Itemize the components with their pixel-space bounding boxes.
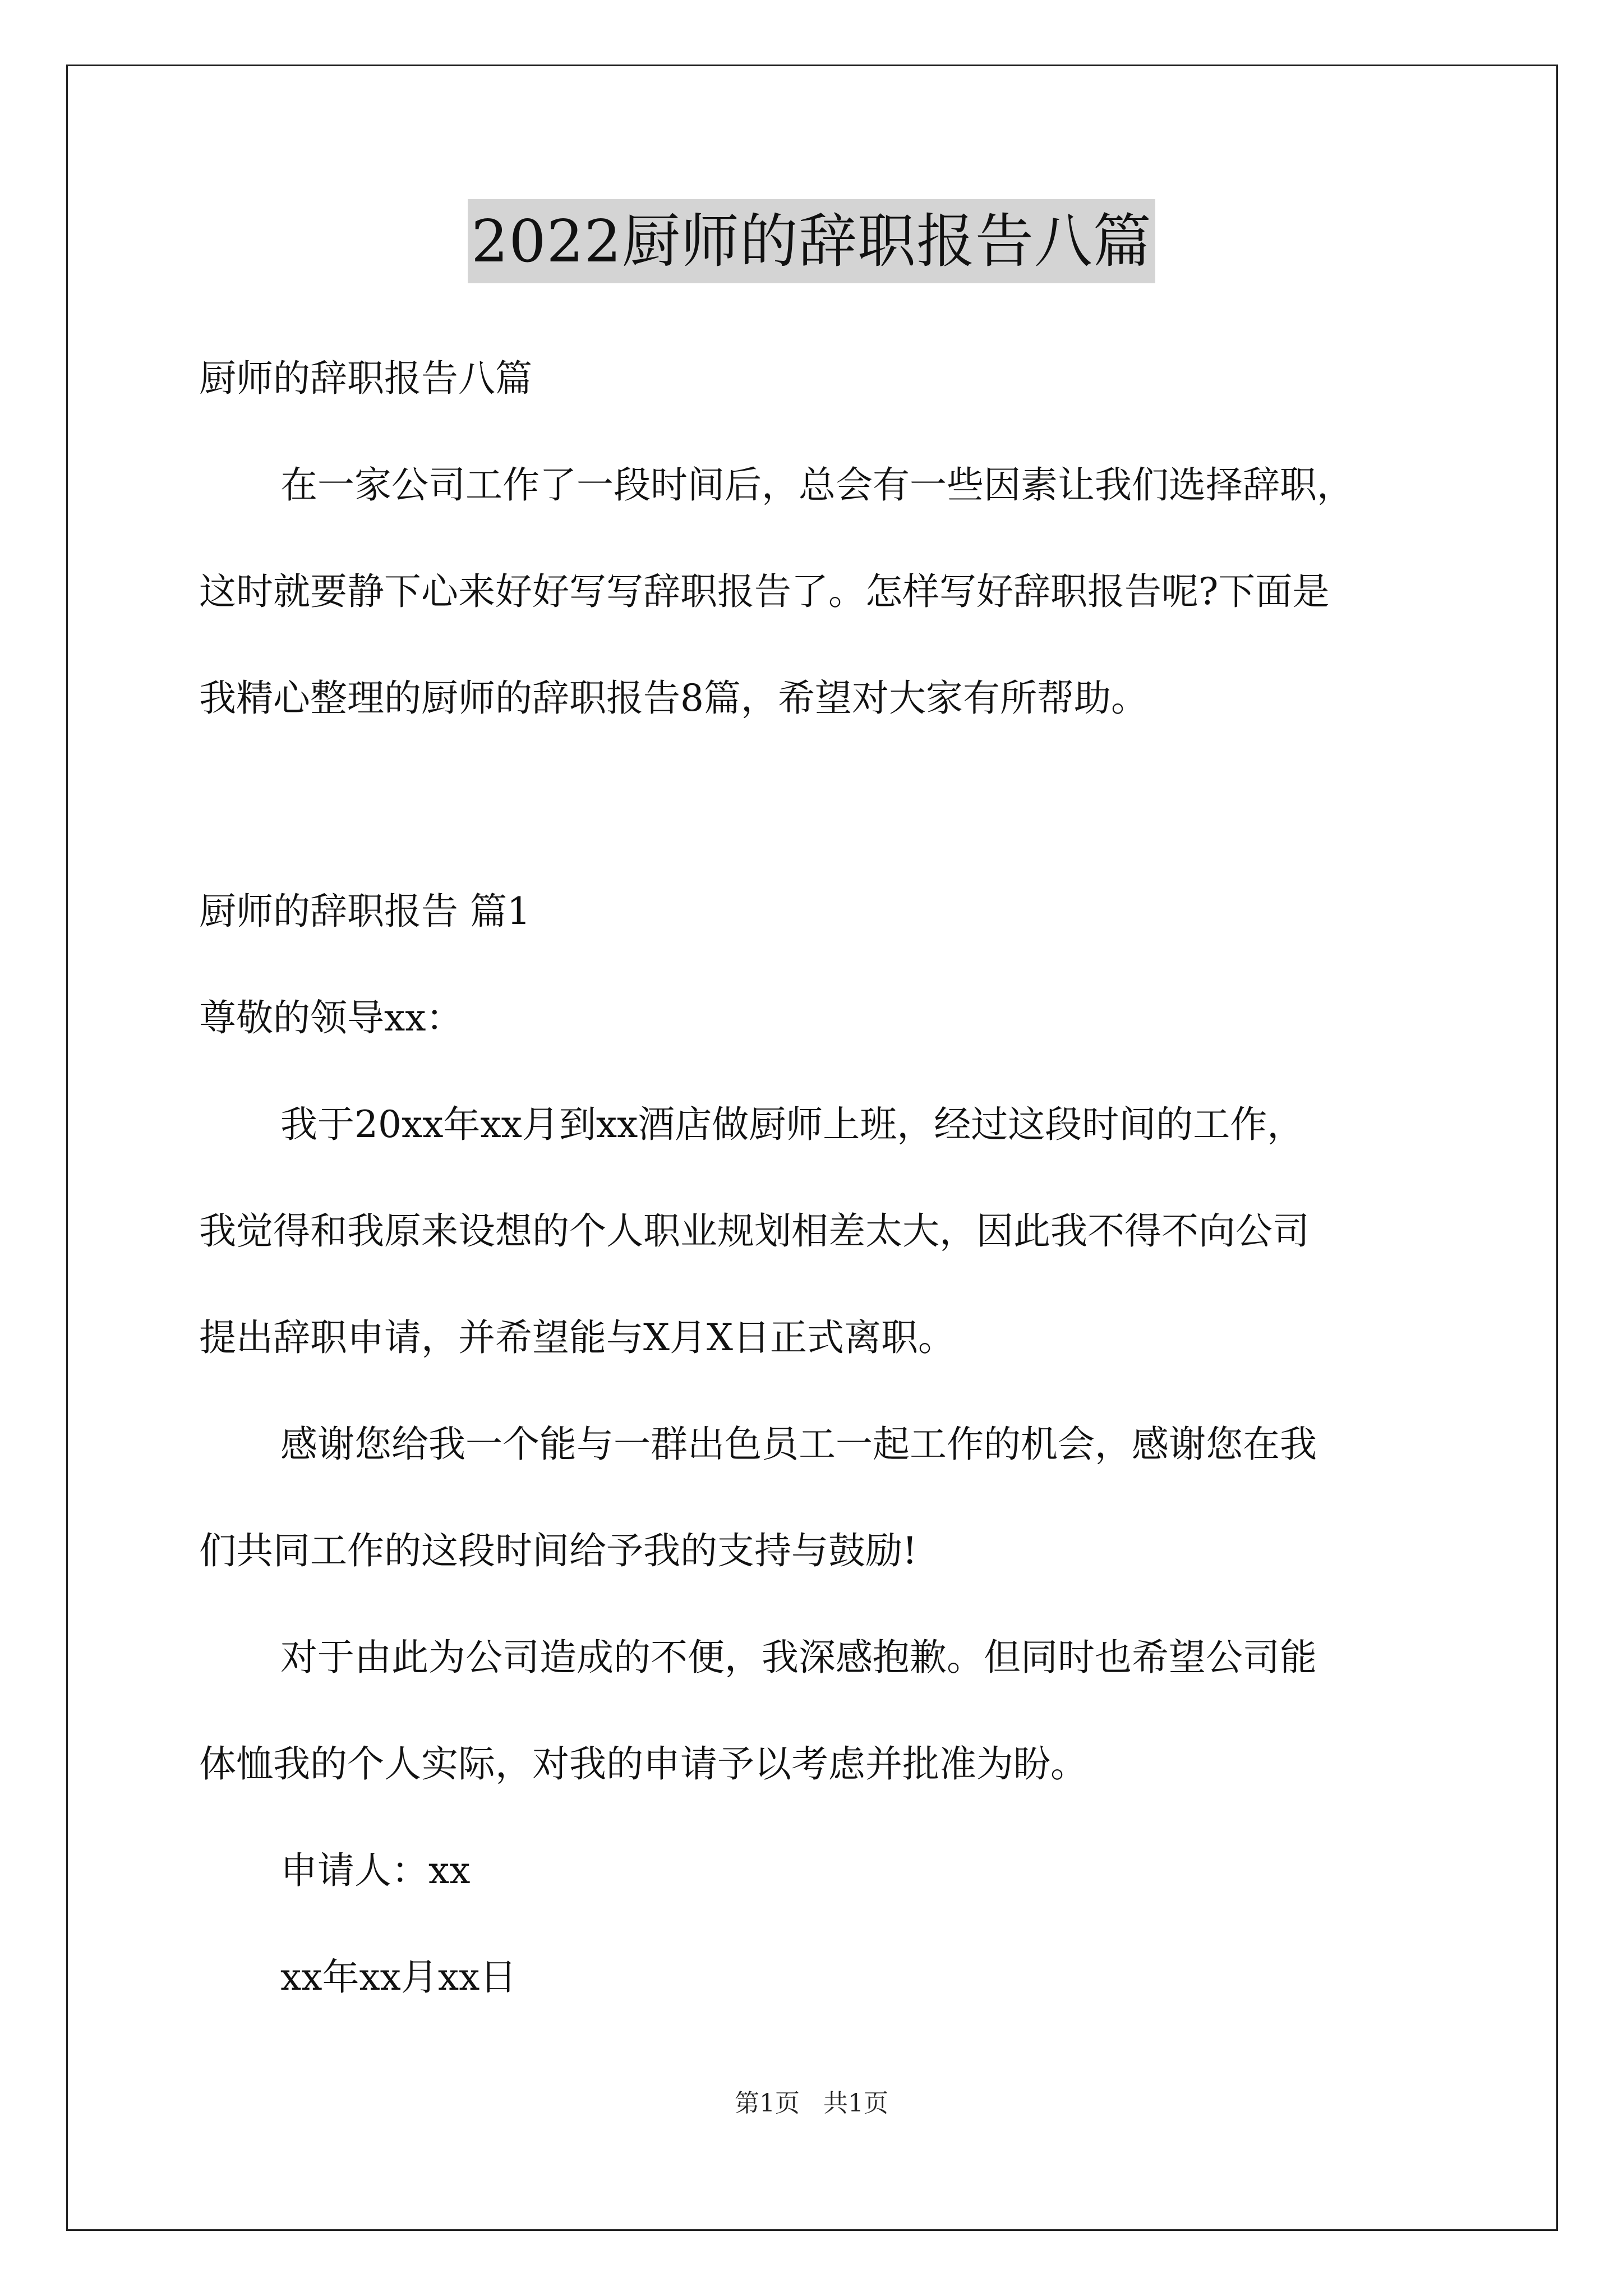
intro-line-3: 我精心整理的厨师的辞职报告8篇，希望对大家有所帮助。	[199, 677, 1148, 720]
body-line-4: 感谢您给我一个能与一群出色员工一起工作的机会，感谢您在我	[280, 1423, 1317, 1466]
signature-date: xx年xx月xx日	[280, 1955, 517, 1999]
body-line-6: 对于由此为公司造成的不便，我深感抱歉。但同时也希望公司能	[280, 1636, 1317, 1679]
body-line-2: 我觉得和我原来设想的个人职业规划相差太大，因此我不得不向公司	[199, 1209, 1310, 1253]
section-heading: 厨师的辞职报告 篇1	[199, 890, 531, 933]
page-footer: 第1页 共1页	[735, 2089, 888, 2118]
body-line-5: 们共同工作的这段时间给予我的支持与鼓励!	[199, 1529, 917, 1572]
salutation: 尊敬的领导xx：	[199, 996, 463, 1039]
applicant-signature: 申请人：xx	[280, 1849, 471, 1892]
title-container	[0, 199, 1623, 283]
intro-line-1: 在一家公司工作了一段时间后，总会有一些因素让我们选择辞职，	[280, 463, 1354, 507]
body-line-7: 体恤我的个人实际，对我的申请予以考虑并批准为盼。	[199, 1742, 1087, 1786]
body-line-3: 提出辞职申请，并希望能与X月X日正式离职。	[199, 1316, 955, 1359]
intro-line-2: 这时就要静下心来好好写写辞职报告了。怎样写好辞职报告呢?下面是	[199, 570, 1330, 613]
body-line-1: 我于20xx年xx月到xx酒店做厨师上班，经过这段时间的工作，	[280, 1103, 1304, 1146]
document-title: 2022厨师的辞职报告八篇	[468, 199, 1155, 283]
subtitle: 厨师的辞职报告八篇	[199, 357, 532, 400]
